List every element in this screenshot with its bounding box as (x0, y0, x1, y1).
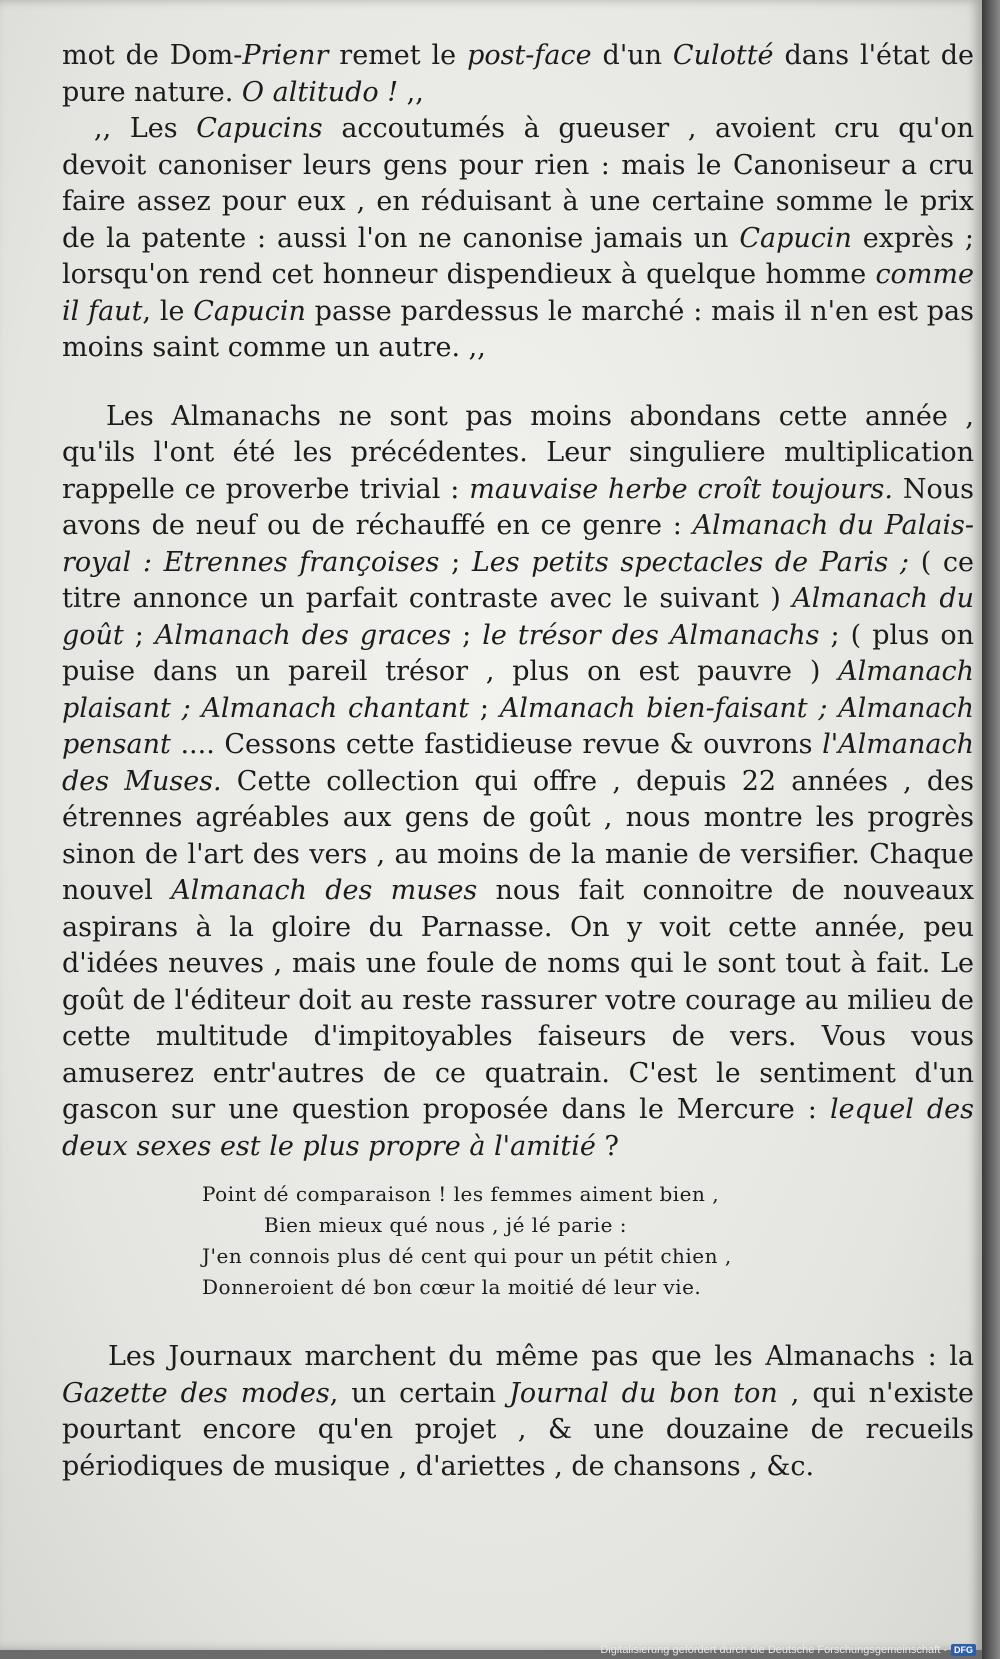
text-segment: ? (595, 1130, 619, 1162)
italic-text: Almanach du goût (62, 583, 974, 651)
text-segment: Nous avons de neuf ou de réchauffé en ce genre : (62, 473, 974, 541)
quatrain (202, 1179, 974, 1303)
text-segment: ; (451, 619, 483, 651)
text-segment: Cette collection qui offre , depuis 22 années , des étrennes agréables aux gens de goût , nous montre les progrès sinon de l'art des vers , au moins de la manie de versifier. Chaque nouvel (62, 765, 974, 906)
italic-text: Culotté (672, 40, 774, 71)
paragraph-1 (62, 38, 974, 111)
funding-footer (600, 1644, 976, 1656)
text-segment: , un certain (329, 1377, 510, 1409)
text-segment: ; (439, 546, 472, 578)
italic-text: post-face (467, 40, 592, 71)
italic-text: Capucin (193, 295, 306, 327)
text-segment: , le (142, 295, 194, 327)
text-segment: ; (469, 692, 500, 724)
italic-text: Almanach plaisant ; Almanach chantant (62, 656, 974, 724)
italic-text: Almanach du Palais-royal : Etrennes françoises (62, 510, 974, 578)
poem-line-3: J'en connois plus dé cent qui pour un pétit chien , (202, 1244, 732, 1268)
text-segment: .... Cessons cette fastidieuse revue & ouvrons (170, 729, 823, 760)
italic-text: Les petits spectacles de Paris ; (471, 546, 910, 578)
italic-text: O altitudo ! (241, 76, 399, 108)
paragraph-2 (62, 111, 974, 367)
text-segment: ; ( plus on puise dans un pareil trésor , plus on est pauvre ) (62, 619, 975, 687)
italic-text: Prienr (242, 40, 329, 71)
page-text (62, 38, 974, 1485)
text-segment: nous fait connoitre de nouveaux aspirans à la gloire du Parnasse. On y voit cette année, peu d'idées neuves , mais une foule de noms qui le sont tout à fait. Le goût de l'éditeur doit au reste rassurer votre courage au milieu de cette multitude d'impitoyables faiseurs de vers. Vous vous amuserez entr'autres de ce quatrain. C'est le sentiment d'un gascon sur une question proposée dans le Mercure : (62, 875, 975, 1125)
paragraph-4 (62, 1339, 974, 1485)
text-segment: d'un (591, 40, 673, 71)
italic-text: Capucins (196, 113, 323, 144)
text-segment: remet le (328, 40, 468, 71)
text-segment: passe pardessus le marché : mais il n'en est pas moins saint comme un autre. ,, (62, 295, 974, 363)
italic-text: mauvaise herbe croît toujours. (469, 473, 893, 505)
italic-text: Almanach des muses (171, 875, 478, 906)
italic-text: Gazette des modes (62, 1377, 330, 1409)
italic-text: l'Almanach des Muses. (62, 729, 974, 797)
poem-line-2: Bien mieux qué nous , jé lé parie : (264, 1213, 627, 1237)
poem-line-4: Donneroient dé bon cœur la moitié dé leur vie. (202, 1275, 702, 1299)
text-segment: ; (123, 619, 155, 651)
italic-text: lequel des deux sexes est le plus propre à l'amitié (62, 1094, 974, 1162)
italic-text: Capucin (739, 222, 852, 254)
italic-text: le trésor des Almanachs (482, 619, 820, 651)
text-segment: accoutumés à gueuser , avoient cru qu'on devoit canoniser leurs gens pour rien : mais le Canoniseur a cru faire assez pour eux , en réduisant à une certaine somme le prix de la patente : aussi l'on ne canonise jamais un (62, 113, 974, 254)
text-segment: ,, Les (94, 113, 197, 144)
text-segment: , qui n'existe pourtant encore qu'en projet , & une douzaine de recueils périodiques de musique , d'ariettes , de chansons , &c. (62, 1377, 974, 1482)
paragraph-3 (62, 399, 974, 1166)
text-segment: Les Almanachs ne sont pas moins abondans cette année , qu'ils l'ont été les précédentes. Leur singuliere multiplication rappelle ce proverbe trivial : (62, 400, 974, 505)
text-segment: Les Journaux marchent du même pas que les Almanachs : la (108, 1341, 974, 1372)
footer-text: Digitalisierung gefördert durch die Deutsche Forschungsgemeinschaft - (600, 1644, 947, 1656)
text-segment: ,, (398, 76, 424, 108)
poem-line-1: Point dé comparaison ! les femmes aiment bien , (202, 1182, 720, 1206)
page-edge-shadow (982, 0, 1000, 1659)
text-segment: mot de Dom- (62, 40, 243, 71)
text-segment: ( ce titre annonce un parfait contraste avec le suivant ) (62, 546, 975, 614)
italic-text: Journal du bon ton (509, 1377, 778, 1409)
italic-text: Almanach des graces (154, 619, 452, 651)
italic-text: comme il faut (62, 259, 974, 327)
text-segment: dans l'état de pure nature. (62, 40, 974, 108)
dfg-logo: DFG (951, 1644, 976, 1656)
text-segment: exprès ; lorsqu'on rend cet honneur dispendieux à quelque homme (62, 222, 974, 290)
italic-text: Almanach bien-faisant ; Almanach pensant (62, 692, 974, 760)
